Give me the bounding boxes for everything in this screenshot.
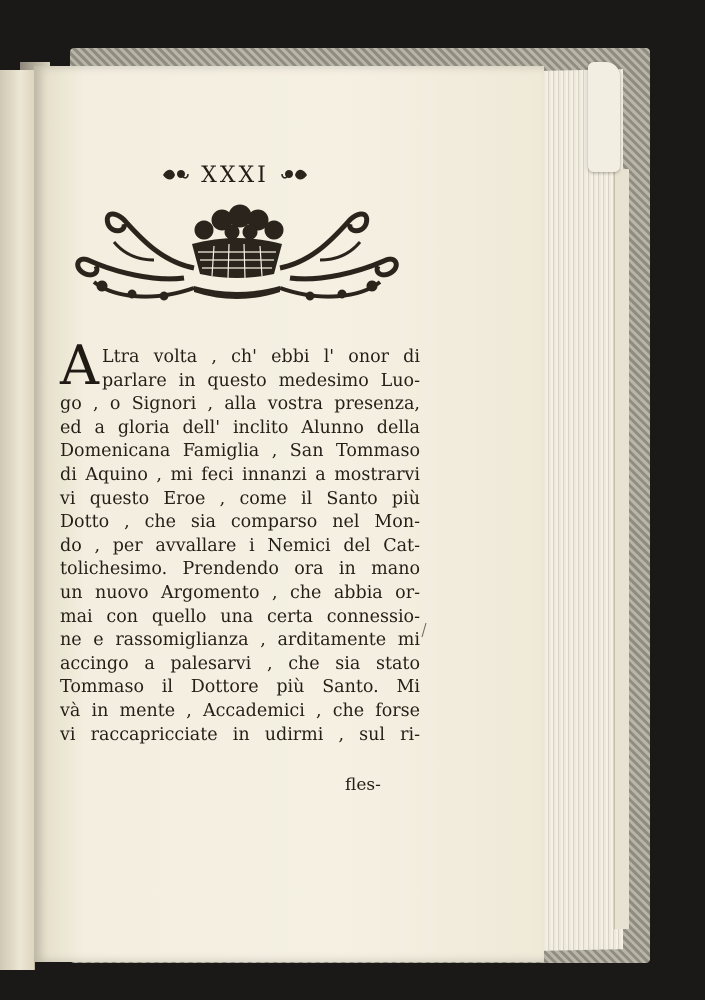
pencil-mark-icon bbox=[420, 622, 428, 638]
text-line: ed a gloria dell' inclito Alunno della bbox=[60, 417, 420, 438]
page-block-edges bbox=[540, 69, 623, 951]
text-line: accingo a palesarvi , che sia stato bbox=[60, 653, 420, 674]
page-header bbox=[160, 160, 310, 190]
text-line: ne e rassomiglianza , arditamente mi bbox=[60, 630, 420, 651]
text-line: un nuovo Argomento , che abbia or- bbox=[60, 582, 420, 603]
text-line: Ltra volta , ch' ebbi l' onor di bbox=[102, 347, 420, 367]
page-number: XXXI bbox=[201, 162, 269, 188]
text-line: mai con quello una certa connessio- bbox=[60, 606, 420, 627]
fleuron-icon bbox=[281, 167, 309, 183]
text-line: Domenicana Famiglia , San Tommaso bbox=[60, 441, 420, 462]
text-line: Dotto , che sia comparso nel Mon- bbox=[60, 512, 420, 533]
text-line: Tommaso il Dottore più Santo. Mi bbox=[60, 677, 420, 698]
body-text bbox=[60, 334, 420, 747]
text-line: go , o Signori , alla vostra presenza, bbox=[60, 394, 420, 415]
text-line: và in mente , Accademici , che forse bbox=[60, 700, 420, 721]
text-line: di Aquino , mi feci innanzi a mostrarvi bbox=[60, 464, 420, 485]
text-line: do , per avvallare i Nemici del Cat- bbox=[60, 535, 420, 556]
drop-cap: A bbox=[60, 334, 99, 397]
text-line: vi questo Eroe , come il Santo più bbox=[60, 488, 420, 509]
text-line: parlare in questo medesimo Luo- bbox=[102, 370, 420, 391]
text-line: tolichesimo. Prendendo ora in mano bbox=[60, 559, 420, 580]
catchword: fles- bbox=[345, 775, 381, 795]
bookmark-tab bbox=[588, 62, 620, 172]
floral-basket-ornament-icon bbox=[74, 202, 400, 310]
left-page-edge bbox=[0, 70, 35, 970]
fleuron-icon bbox=[161, 167, 189, 183]
text-line: vi raccapricciate in udirmi , sul ri- bbox=[60, 724, 420, 745]
